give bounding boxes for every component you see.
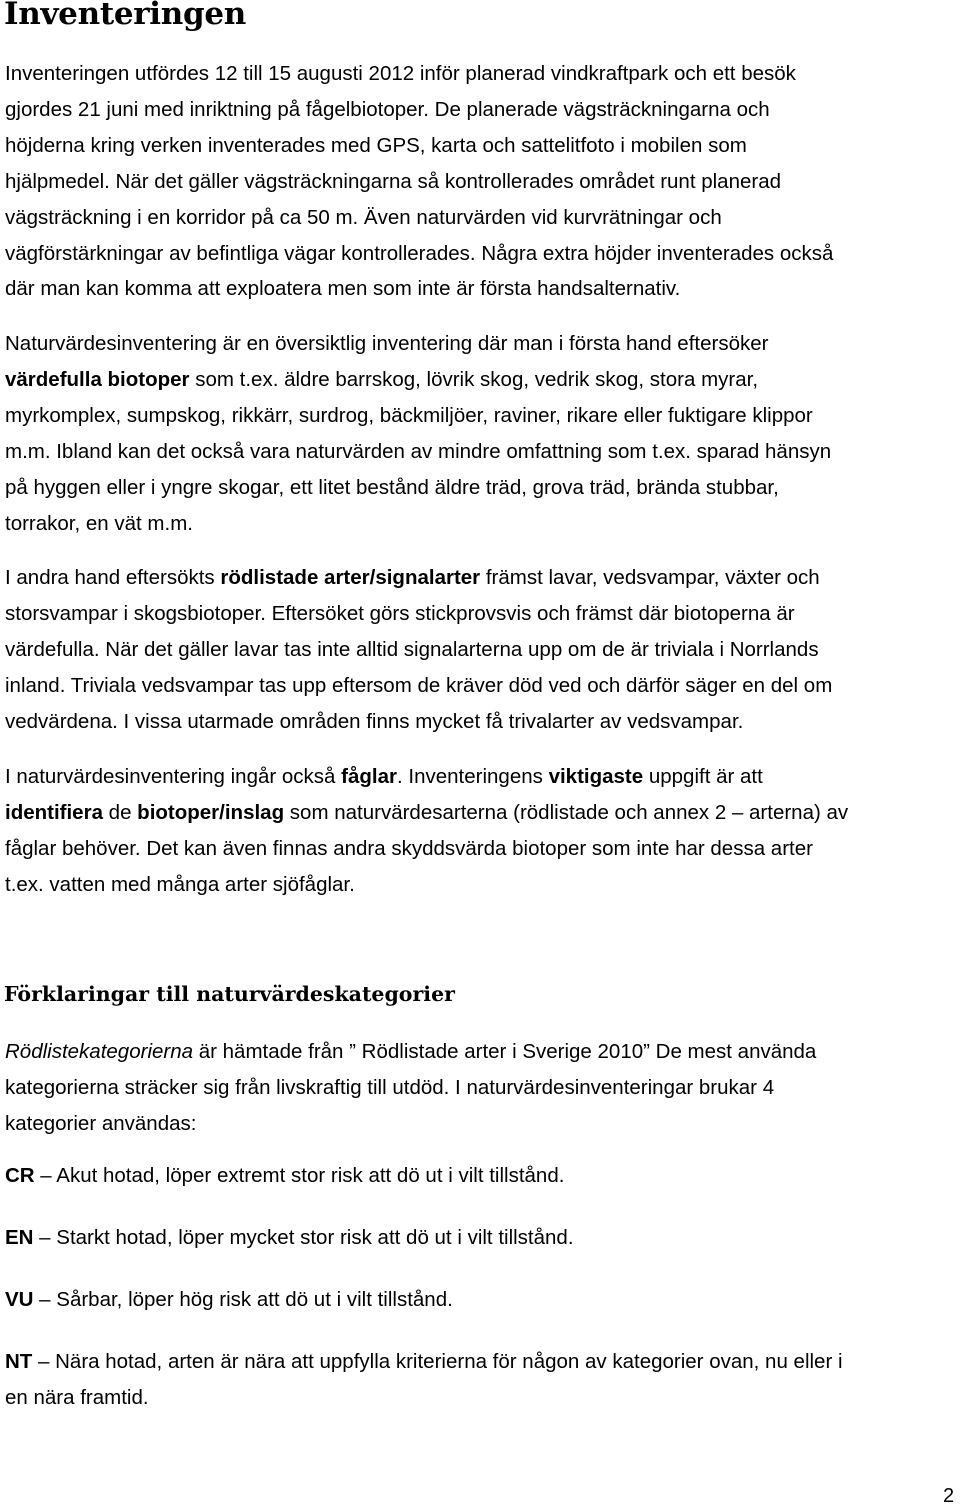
text-line: kategorier användas: bbox=[5, 1111, 197, 1135]
text-line: värdefulla. När det gäller lavar tas inte alltid signalarterna upp om de är triviala i Norrlands bbox=[5, 637, 819, 661]
paragraph-natural-value-inventory bbox=[5, 326, 831, 541]
text-line: fåglar behöver. Det kan även finnas andra skyddsvärda biotoper som inte har dessa arter bbox=[5, 836, 813, 860]
paragraph-inventory-intro bbox=[5, 56, 833, 307]
text-line: inland. Triviala vedsvampar tas upp eftersom de kräver död ved och därför säger en del om bbox=[5, 673, 833, 697]
text-line: t.ex. vatten med många arter sjöfåglar. bbox=[5, 872, 355, 896]
text-line: en nära framtid. bbox=[5, 1385, 149, 1409]
text-line: Naturvärdesinventering är en översiktlig inventering där man i första hand eftersöker bbox=[5, 332, 769, 355]
text-line bbox=[5, 560, 832, 596]
category-code: NT bbox=[5, 1350, 33, 1373]
text-line bbox=[5, 795, 848, 831]
page-title: Inventeringen bbox=[4, 0, 247, 32]
page-number: 2 bbox=[943, 1485, 955, 1507]
bold-term: biotoper/inslag bbox=[137, 800, 285, 824]
text-line: m.m. Ibland kan det också vara naturvärden av mindre omfattning som t.ex. sparad hänsyn bbox=[5, 439, 832, 463]
text-line: Inventeringen utfördes 12 till 15 augusti 2012 inför planerad vindkraftpark och ett besök bbox=[5, 62, 796, 85]
category-en bbox=[5, 1220, 574, 1256]
text-line: vägförstärkningar av befintliga vägar kontrollerades. Några extra höjder inventerades också bbox=[5, 241, 834, 265]
bold-term: fåglar bbox=[341, 765, 397, 788]
text-line bbox=[5, 1158, 564, 1194]
category-description: – Akut hotad, löper extremt stor risk att dö ut i vilt tillstånd. bbox=[34, 1164, 565, 1187]
text-span: I naturvärdesinventering ingår också bbox=[5, 765, 342, 788]
section-heading: Förklaringar till naturvärdeskategorier bbox=[4, 982, 455, 1006]
text-line bbox=[5, 362, 831, 398]
paragraph-redlist-categories bbox=[5, 1034, 816, 1142]
text-line: vedvärdena. I vissa utarmade områden finns mycket få trivalarter av vedsvampar. bbox=[5, 709, 744, 733]
text-span: . Inventeringens bbox=[397, 765, 549, 788]
text-line bbox=[5, 1034, 816, 1070]
text-line: vägsträckning i en korridor på ca 50 m. Även naturvärden vid kurvrätningar och bbox=[5, 205, 722, 229]
text-span: uppgift är att bbox=[643, 765, 763, 788]
text-line: där man kan komma att exploatera men som inte är första handsalternativ. bbox=[5, 277, 681, 301]
text-line bbox=[5, 1220, 574, 1256]
paragraph-redlisted-species bbox=[5, 560, 832, 740]
text-span: är hämtade från ” Rödlistade arter i Sverige 2010” De mest använda bbox=[193, 1040, 817, 1063]
text-span: I andra hand eftersökts bbox=[5, 566, 221, 589]
category-code: VU bbox=[5, 1288, 34, 1311]
bold-term: värdefulla biotoper bbox=[5, 367, 190, 391]
category-description: – Starkt hotad, löper mycket stor risk att dö ut i vilt tillstånd. bbox=[33, 1226, 574, 1249]
text-line: på hyggen eller i yngre skogar, ett litet bestånd äldre träd, grova träd, brända stubbar, bbox=[5, 475, 779, 499]
text-line: hjälpmedel. När det gäller vägsträckningarna så kontrollerades området runt planerad bbox=[5, 169, 782, 193]
text-line bbox=[5, 759, 848, 795]
bold-term: rödlistade arter/signalarter bbox=[220, 566, 481, 589]
text-line: torrakor, en vät m.m. bbox=[5, 511, 193, 535]
category-code: CR bbox=[5, 1164, 35, 1187]
bold-term: viktigaste bbox=[548, 765, 644, 788]
text-line: gjordes 21 juni med inriktning på fågelbiotoper. De planerade vägsträckningarna och bbox=[5, 97, 770, 121]
category-description: – Nära hotad, arten är nära att uppfylla kriterierna för någon av kategorier ovan, nu eller i bbox=[32, 1350, 843, 1373]
text-span: främst lavar, vedsvampar, växter och bbox=[480, 566, 820, 589]
paragraph-birds bbox=[5, 759, 848, 903]
text-line: storsvampar i skogsbiotoper. Eftersöket görs stickprovsvis och främst där biotoperna är bbox=[5, 601, 795, 625]
text-line: höjderna kring verken inventerades med GPS, karta och sattelitfoto i mobilen som bbox=[5, 133, 747, 157]
text-line bbox=[5, 1282, 453, 1318]
category-nt bbox=[5, 1344, 843, 1416]
bold-term: identifiera bbox=[5, 800, 103, 824]
category-description: – Sårbar, löper hög risk att dö ut i vilt tillstånd. bbox=[33, 1288, 453, 1311]
category-vu bbox=[5, 1282, 453, 1318]
italic-term: Rödlistekategorierna bbox=[5, 1040, 194, 1063]
text-span: de bbox=[102, 800, 138, 824]
text-line bbox=[5, 1344, 843, 1380]
text-line: kategorierna sträcker sig från livskraftig till utdöd. I naturvärdesinventeringar brukar 4 bbox=[5, 1075, 775, 1099]
text-span: som naturvärdesarterna (rödlistade och annex 2 – arterna) av bbox=[284, 800, 849, 824]
category-cr bbox=[5, 1158, 564, 1194]
text-line: myrkomplex, sumpskog, rikkärr, surdrog, bäckmiljöer, raviner, rikare eller fuktigare klippor bbox=[5, 403, 813, 427]
text-span: som t.ex. äldre barrskog, lövrik skog, vedrik skog, stora myrar, bbox=[189, 367, 759, 391]
category-code: EN bbox=[5, 1226, 34, 1249]
